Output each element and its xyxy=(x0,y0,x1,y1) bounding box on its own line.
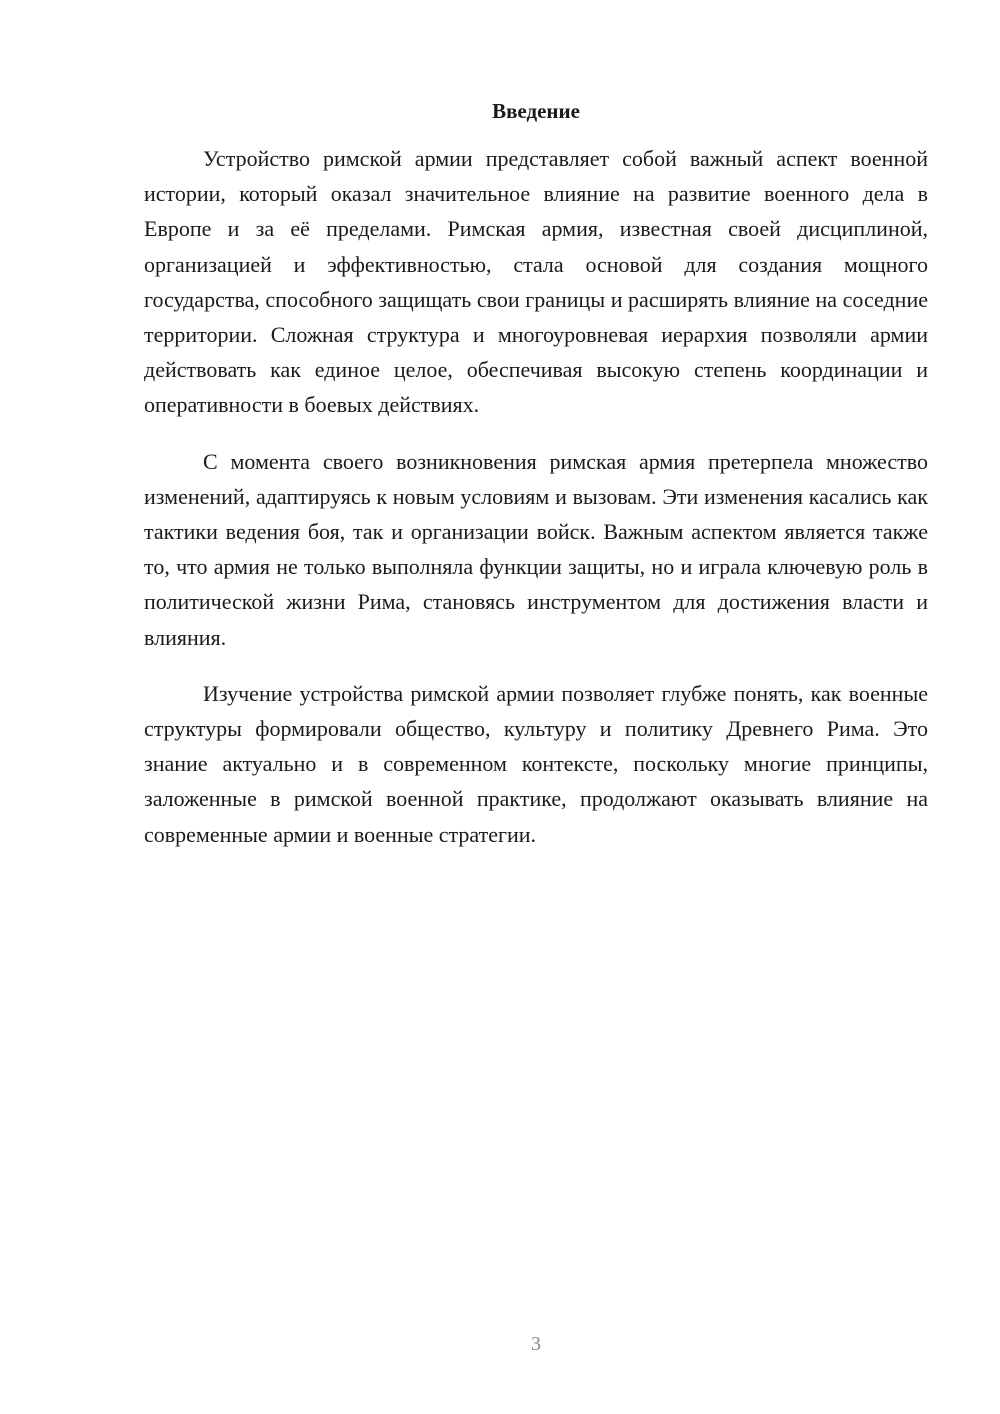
page-number: 3 xyxy=(531,1333,541,1355)
paragraph: С момента своего возникновения римская армия претерпела множество изменений, адаптируясь к новым условиям и вызовам. Эти изменения касались как тактики ведения боя, так и организации войск. Важным аспектом является также то, что армия не только выполняла функции защиты, но и играла ключевую роль в политической жизни Рима, становясь инструментом для достижения власти и влияния. xyxy=(144,448,928,650)
paragraph: Устройство римской армии представляет собой важный аспект военной истории, который оказал значительное влияние на развитие военного дела в Европе и за её пределами. Римская армия, известная своей дисциплиной, организацией и эффективностью, стала основой для создания мощного государства, способного защищать свои границы и расширять влияние на соседние территории. Сложная структура и многоуровневая иерархия позволяли армии действовать как единое целое, обеспечивая высокую степень координации и оперативности в боевых действиях. xyxy=(144,146,928,418)
body-text xyxy=(144,141,928,873)
section-heading: Введение xyxy=(492,99,580,123)
paragraph: Изучение устройства римской армии позволяет глубже понять, как военные структуры формировали общество, культуру и политику Древнего Рима. Это знание актуально и в современном контексте, поскольку многие принципы, заложенные в римской военной практике, продолжают оказывать влияние на современные армии и военные стратегии. xyxy=(144,680,928,847)
